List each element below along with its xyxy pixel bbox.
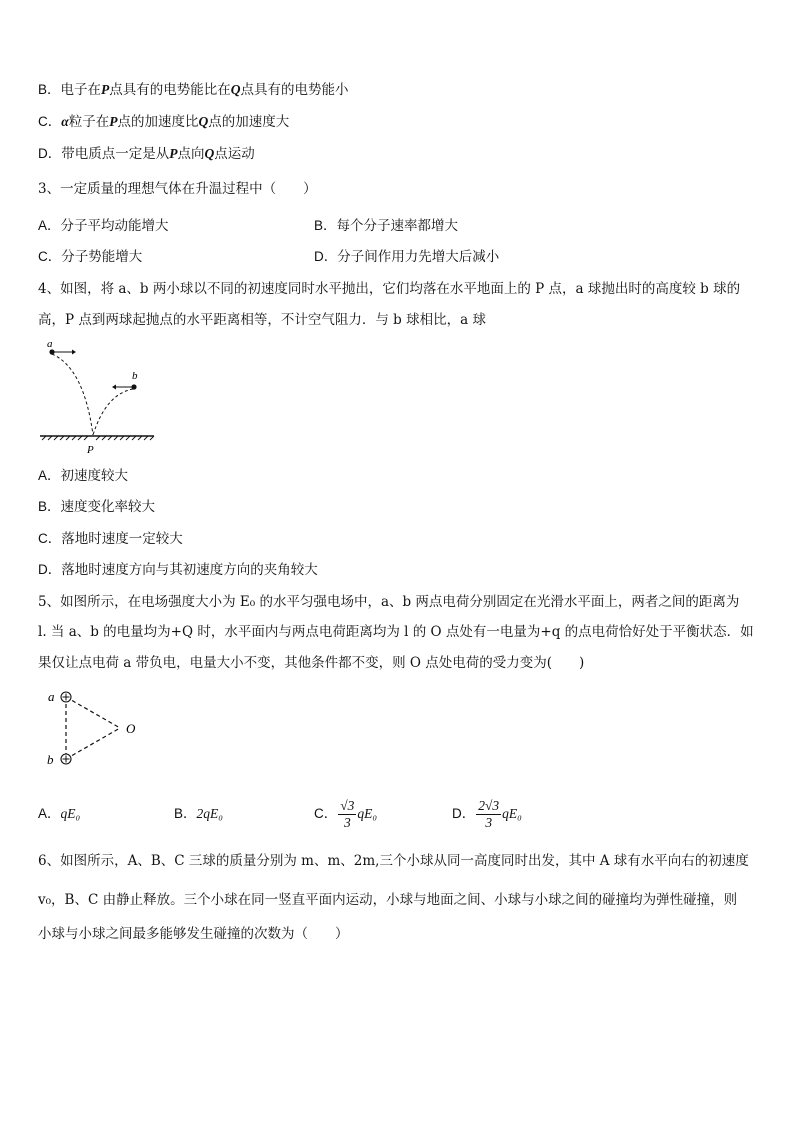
option-text: 落地时速度方向与其初速度方向的夹角较大 <box>61 562 318 578</box>
var-p: P <box>109 114 118 129</box>
option-label: A． <box>38 218 61 233</box>
q4-stem-line1: 4、如图，将 a、b 两小球以不同的初速度同时水平抛出，它们均落在水平地面上的 P 点，a 球抛出时的高度较 b 球的 <box>38 281 741 297</box>
q2-option-c <box>38 112 289 132</box>
edge-ao <box>66 697 120 728</box>
q5-option-a <box>38 804 80 824</box>
q3-stem: 3、一定质量的理想气体在升温过程中（ ） <box>38 181 317 197</box>
option-label: C． <box>314 806 338 821</box>
fraction-denominator: 3 <box>485 815 493 830</box>
edge-bo <box>66 728 120 759</box>
option-text: 电子在 <box>60 82 102 98</box>
option-text: 点的加速度比 <box>117 114 199 130</box>
q3-option-d <box>314 247 499 267</box>
label-b: b <box>132 370 138 382</box>
fraction-numerator: 2√3 <box>478 798 500 813</box>
option-label: C． <box>38 249 62 264</box>
option-text: 点运动 <box>214 146 255 162</box>
q5-stem-line2: l. 当 a、b 的电量均为+Q 时，水平面内与两点电荷距离均为 l 的 O 点处有一电量为+q 的点电荷恰好处于平衡状态．如 <box>38 624 754 640</box>
label-b: b <box>47 752 54 767</box>
q6-stem-line2: v₀，B、C 由静止释放。三个小球在同一竖直平面内运动，小球与地面之间、小球与小球之间的碰撞均为弹性碰撞，则 <box>38 892 738 908</box>
q5-stem-line3: 果仅让点电荷 a 带负电，电量大小不变，其他条件都不变，则 O 点处电荷的受力变为( ) <box>38 655 585 671</box>
option-text: 点具有的电势能比在 <box>109 82 231 98</box>
fraction-numerator: √3 <box>340 798 355 813</box>
option-expression: qE₀ <box>357 806 378 821</box>
q4-projectile-figure <box>36 336 160 460</box>
var-q: Q <box>204 146 215 161</box>
fraction <box>476 798 501 831</box>
option-expression: 2qE₀ <box>196 806 223 821</box>
option-text: 带电质点一定是从 <box>61 146 170 162</box>
option-label: B． <box>314 218 337 233</box>
option-text: 点具有的电势能小 <box>240 82 349 98</box>
option-text: 分子势能增大 <box>61 249 143 265</box>
q2-option-b <box>38 80 349 100</box>
option-label: A． <box>38 468 61 483</box>
option-label: D． <box>314 249 338 264</box>
option-expression: qE₀ <box>502 806 522 821</box>
option-text: 速度变化率较大 <box>60 499 156 515</box>
q6-stem-line1: 6、如图所示，A、B、C 三球的质量分别为 m、m、2m,三个小球从同一高度同时出发，其中 A 球有水平向右的初速度 <box>38 853 749 869</box>
q5-option-d <box>452 794 522 834</box>
q5-charge-figure <box>42 684 152 774</box>
option-text: 初速度较大 <box>60 468 129 484</box>
option-text: 点向 <box>177 146 205 162</box>
charge-b-icon <box>61 754 71 764</box>
option-label: B． <box>38 82 61 97</box>
q3-option-c <box>38 247 142 267</box>
q4-option-c <box>38 529 183 549</box>
option-label: D． <box>38 562 62 577</box>
var-p: P <box>101 82 110 97</box>
var-alpha: α <box>61 114 69 129</box>
option-text: 落地时速度一定较大 <box>61 531 183 547</box>
option-text: 粒子在 <box>68 114 110 130</box>
option-label: B． <box>174 806 197 821</box>
q4-option-b <box>38 497 155 517</box>
option-expression: qE₀ <box>60 806 81 821</box>
fraction-denominator: 3 <box>343 815 351 830</box>
charge-a-icon <box>61 692 71 702</box>
option-text: 分子间作用力先增大后减小 <box>337 249 500 265</box>
label-p: P <box>87 444 94 456</box>
option-text: 点的加速度大 <box>208 114 290 130</box>
option-label: C． <box>38 531 62 546</box>
option-label: C． <box>38 114 62 129</box>
var-q: Q <box>198 114 209 129</box>
label-o: O <box>126 721 136 736</box>
fraction <box>338 798 356 831</box>
option-label: D． <box>452 806 476 821</box>
trajectory-a <box>52 354 93 435</box>
q6-stem-line3: 小球与小球之间最多能够发生碰撞的次数为（ ） <box>38 926 349 942</box>
option-label: B． <box>38 499 61 514</box>
q3-option-b <box>314 216 458 236</box>
var-p: P <box>169 146 178 161</box>
q4-option-d <box>38 560 318 580</box>
q2-option-d <box>38 144 255 164</box>
label-a: a <box>47 338 53 350</box>
q4-stem-line2: 高，P 点到两球起抛点的水平距离相等，不计空气阻力．与 b 球相比，a 球 <box>38 312 486 328</box>
q5-option-b <box>174 804 223 824</box>
ball-a <box>49 349 54 354</box>
trajectory-b <box>93 389 133 435</box>
q5-stem-line1: 5、如图所示，在电场强度大小为 E₀ 的水平匀强电场中，a、b 两点电荷分别固定在光滑水平面上，两者之间的距离为 <box>38 594 740 610</box>
var-q: Q <box>230 82 241 97</box>
q5-option-c <box>314 794 377 834</box>
option-text: 每个分子速率都增大 <box>336 218 459 234</box>
label-a: a <box>48 689 55 704</box>
q4-option-a <box>38 466 128 486</box>
option-text: 分子平均动能增大 <box>60 218 169 234</box>
q3-option-a <box>38 216 169 236</box>
option-label: D． <box>38 146 62 161</box>
option-label: A． <box>38 806 61 821</box>
